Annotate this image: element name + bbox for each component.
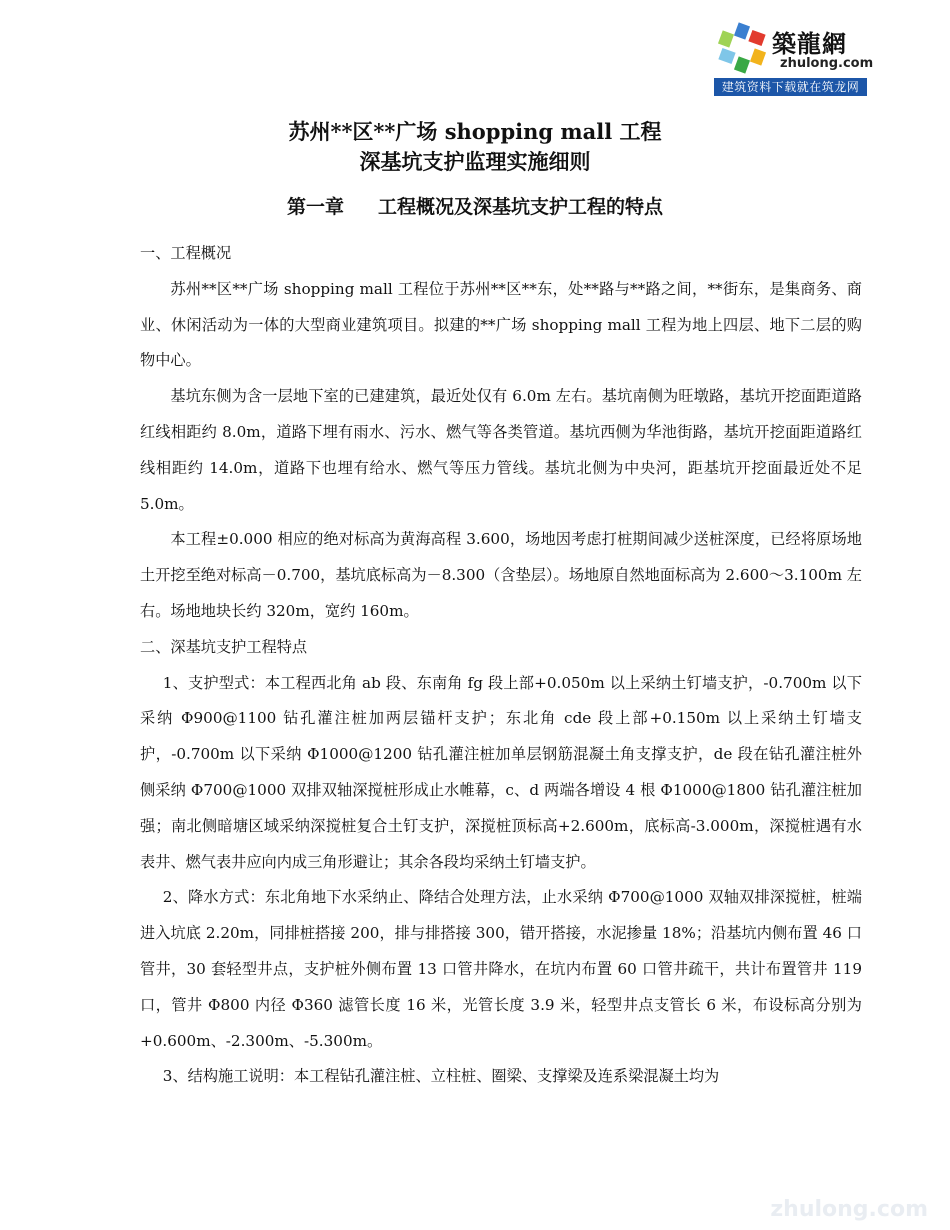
document-title: 苏州**区**广场 shopping mall 工程 [288,119,662,144]
pinwheel-logo-icon [716,22,768,74]
logo-domain-text: zhulong.com [780,56,874,71]
list-item-dewatering: 2、降水方式：东北角地下水采纳止、降结合处理方法，止水采纳 Φ700@1000 双轴双排深搅桩，桩端进入坑底 2.20m，同排桩搭接 200，排与排搭接 300，错开搭接，水泥掺量 18%；沿基坑内侧布置 46 口管井，30 套轻型井点，支护桩外侧布置 13 口管井降水，在坑内布置 60 口管井疏干，共计布置管井 119 口，管井 Φ800 内径 Φ360 滤管长度 16 米，光管长度 3.9 米，轻型井点支管长 6 米，布设标高分别为+0.600m、-2.300m、-5.300m。 [140,888,862,1050]
zhulong-logo [714,18,874,96]
chapter-number: 第一章 [286,196,344,218]
logo-top [714,18,874,76]
section-heading-overview: 一、工程概况 [140,244,232,262]
chapter-title: 工程概况及深基坑支护工程的特点 [378,196,664,218]
section-heading-features: 二、深基坑支护工程特点 [140,637,308,656]
document-body [140,236,862,1095]
paragraph-surroundings: 基坑东侧为含一层地下室的已建建筑，最近处仅有 6.0m 左右。基坑南侧为旺墩路，基坑开挖面距道路红线相距约 8.0m，道路下埋有雨水、污水、燃气等各类管道。基坑西侧为华池街路，基坑开挖面距道路红线相距约 14.0m，道路下也埋有给水、燃气等压力管线。基坑北侧为中央河，距基坑开挖面最近处不足 5.0m。 [140,387,862,513]
list-item-support-type: 1、支护型式：本工程西北角 ab 段、东南角 fg 段上部+0.050m 以上采纳土钉墙支护，-0.700m 以下采纳 Φ900@1100 钻孔灌注桩加两层锚杆支护；东北角 cde 段上部+0.150m 以上采纳土钉墙支护，-0.700m 以下采纳 Φ1000@1200 钻孔灌注桩加单层钢筋混凝土角支撑支护，de 段在钻孔灌注桩外侧采纳 Φ700@1000 双排双轴深搅桩形成止水帷幕，c、d 两端各增设 4 根 Φ1000@1800 钻孔灌注桩加强；南北侧暗塘区域采纳深搅桩复合土钉支护，深搅桩顶标高+2.600m，底标高-3.000m，深搅桩遇有水表井、燃气表井应向内成三角形避让；其余各段均采纳土钉墙支护。 [140,673,862,871]
logo-slogan: 建筑资料下载就在筑龙网 [714,78,867,96]
logo-brand-text: 築龍網 [772,29,847,58]
chapter-heading [0,192,950,219]
document-subtitle: 深基坑支护监理实施细则 [359,149,591,174]
paragraph-elevation: 本工程±0.000 相应的绝对标高为黄海高程 3.600，场地因考虑打桩期间减少送桩深度，已经将原场地土开挖至绝对标高－0.700，基坑底标高为－8.300（含垫层）。场地原自然地面标高为 2.600～3.100m 左右。场地地块长约 320m，宽约 160m。 [140,530,862,620]
paragraph-location: 苏州**区**广场 shopping mall 工程位于苏州**区**东，处**路与**路之间，**街东，是集商务、商业、休闲活动为一体的大型商业建筑项目。拟建的**广场 shopping mall 工程为地上四层、地下二层的购物中心。 [140,279,862,370]
list-item-construction-notes: 3、结构施工说明：本工程钻孔灌注桩、立柱桩、圈梁、支撑梁及连系梁混凝土均为 [162,1067,720,1086]
watermark-text: zhulong.com [770,1197,928,1222]
